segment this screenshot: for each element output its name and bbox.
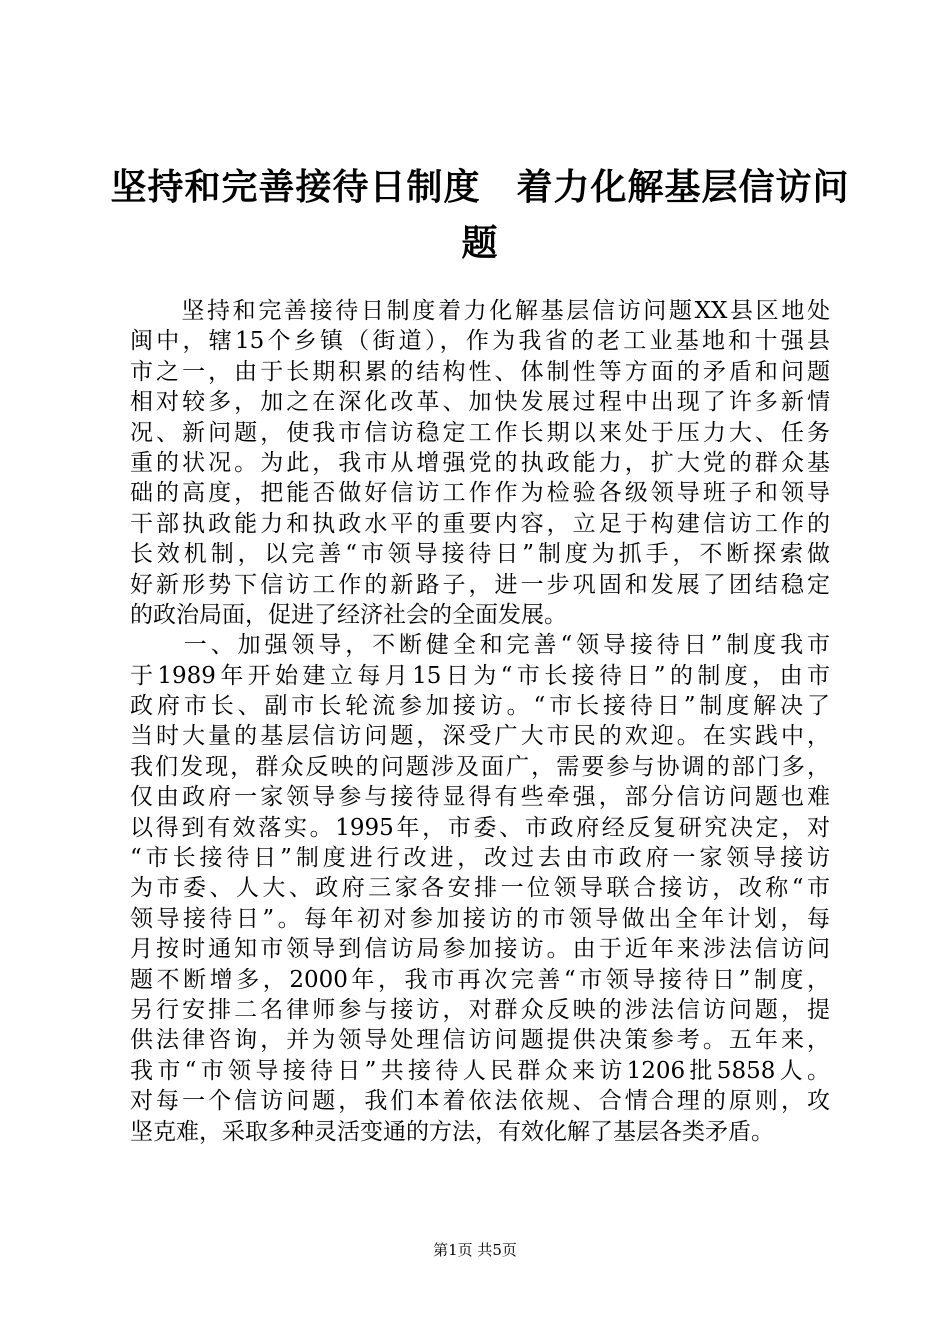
paragraph-line: 供法律咨询，并为领导处理信访问题提供决策参考。五年来， — [130, 1027, 830, 1054]
paragraph-line: 的政治局面，促进了经济社会的全面发展。 — [130, 601, 567, 628]
paragraph-line: 我市“市领导接待日”共接待人民群众来访1206批5858人。 — [130, 1057, 830, 1084]
paragraph-line: “市长接待日”制度进行改进，改过去由市政府一家领导接访 — [130, 845, 830, 872]
title-part-1: 坚持和完善接待日制度 — [110, 167, 481, 208]
paragraph-line: 一、加强领导，不断健全和完善“领导接待日”制度我市 — [130, 632, 830, 659]
paragraph-line: 好新形势下信访工作的新路子，进一步巩固和发展了团结稳定 — [130, 571, 830, 598]
paragraph-line: 市之一，由于长期积累的结构性、体制性等方面的矛盾和问题 — [130, 358, 830, 385]
paragraph-line: 另行安排二名律师参与接访，对群众反映的涉法信访问题，提 — [130, 996, 830, 1023]
paragraph-line: 坚持和完善接待日制度着力化解基层信访问题XX县区地处 — [130, 298, 830, 324]
paragraph-line: 重的状况。为此，我市从增强党的执政能力，扩大党的群众基 — [130, 449, 830, 476]
paragraph-line: 坚克难，采取多种灵活变通的方法，有效化解了基层各类矛盾。 — [130, 1118, 774, 1145]
paragraph — [130, 296, 830, 630]
paragraph-line: 闽中，辖15个乡镇（街道），作为我省的老工业基地和十强县 — [130, 328, 830, 355]
paragraph-line: 相对较多，加之在深化改革、加快发展过程中出现了许多新情 — [130, 389, 830, 416]
paragraph-line: 政府市长、副市长轮流参加接访。“市长接待日”制度解决了 — [130, 693, 830, 720]
paragraph — [130, 630, 830, 1147]
paragraph-line: 况、新问题，使我市信访稳定工作长期以来处于压力大、任务 — [130, 419, 830, 446]
title-line-1 — [110, 160, 850, 216]
paragraph-line: 我们发现，群众反映的问题涉及面广，需要参与协调的部门多， — [130, 753, 830, 780]
paragraph-line: 领导接待日”。每年初对参加接访的市领导做出全年计划，每 — [130, 905, 830, 932]
paragraph-line: 对每一个信访问题，我们本着依法依规、合情合理的原则，攻 — [130, 1088, 830, 1115]
paragraph-line: 月按时通知市领导到信访局参加接访。由于近年来涉法信访问 — [130, 936, 830, 963]
title-part-2: 着力化解基层信访问 — [516, 167, 850, 208]
paragraph-line: 干部执政能力和执政水平的重要内容，立足于构建信访工作的 — [130, 510, 830, 537]
paragraph-line: 以得到有效落实。1995年，市委、市政府经反复研究决定，对 — [130, 814, 830, 841]
paragraph-line: 当时大量的基层信访问题，深受广大市民的欢迎。在实践中， — [130, 723, 830, 750]
paragraph-line: 仅由政府一家领导参与接待显得有些牵强，部分信访问题也难 — [130, 784, 830, 811]
paragraph-line: 于1989年开始建立每月15日为“市长接待日”的制度，由市 — [130, 662, 830, 689]
paragraph-line: 础的高度，把能否做好信访工作作为检验各级领导班子和领导 — [130, 480, 830, 507]
document-body — [130, 296, 830, 1147]
paragraph-line: 长效机制，以完善“市领导接待日”制度为抓手，不断探索做 — [130, 541, 830, 568]
paragraph-line: 为市委、人大、政府三家各安排一位领导联合接访，改称“市 — [130, 875, 830, 902]
paragraph-line: 题不断增多，2000年，我市再次完善“市领导接待日”制度， — [130, 966, 830, 993]
page-number: 第1页 共5页 — [433, 1241, 517, 1259]
document-title — [110, 160, 850, 272]
title-line-2: 题 — [461, 223, 499, 264]
